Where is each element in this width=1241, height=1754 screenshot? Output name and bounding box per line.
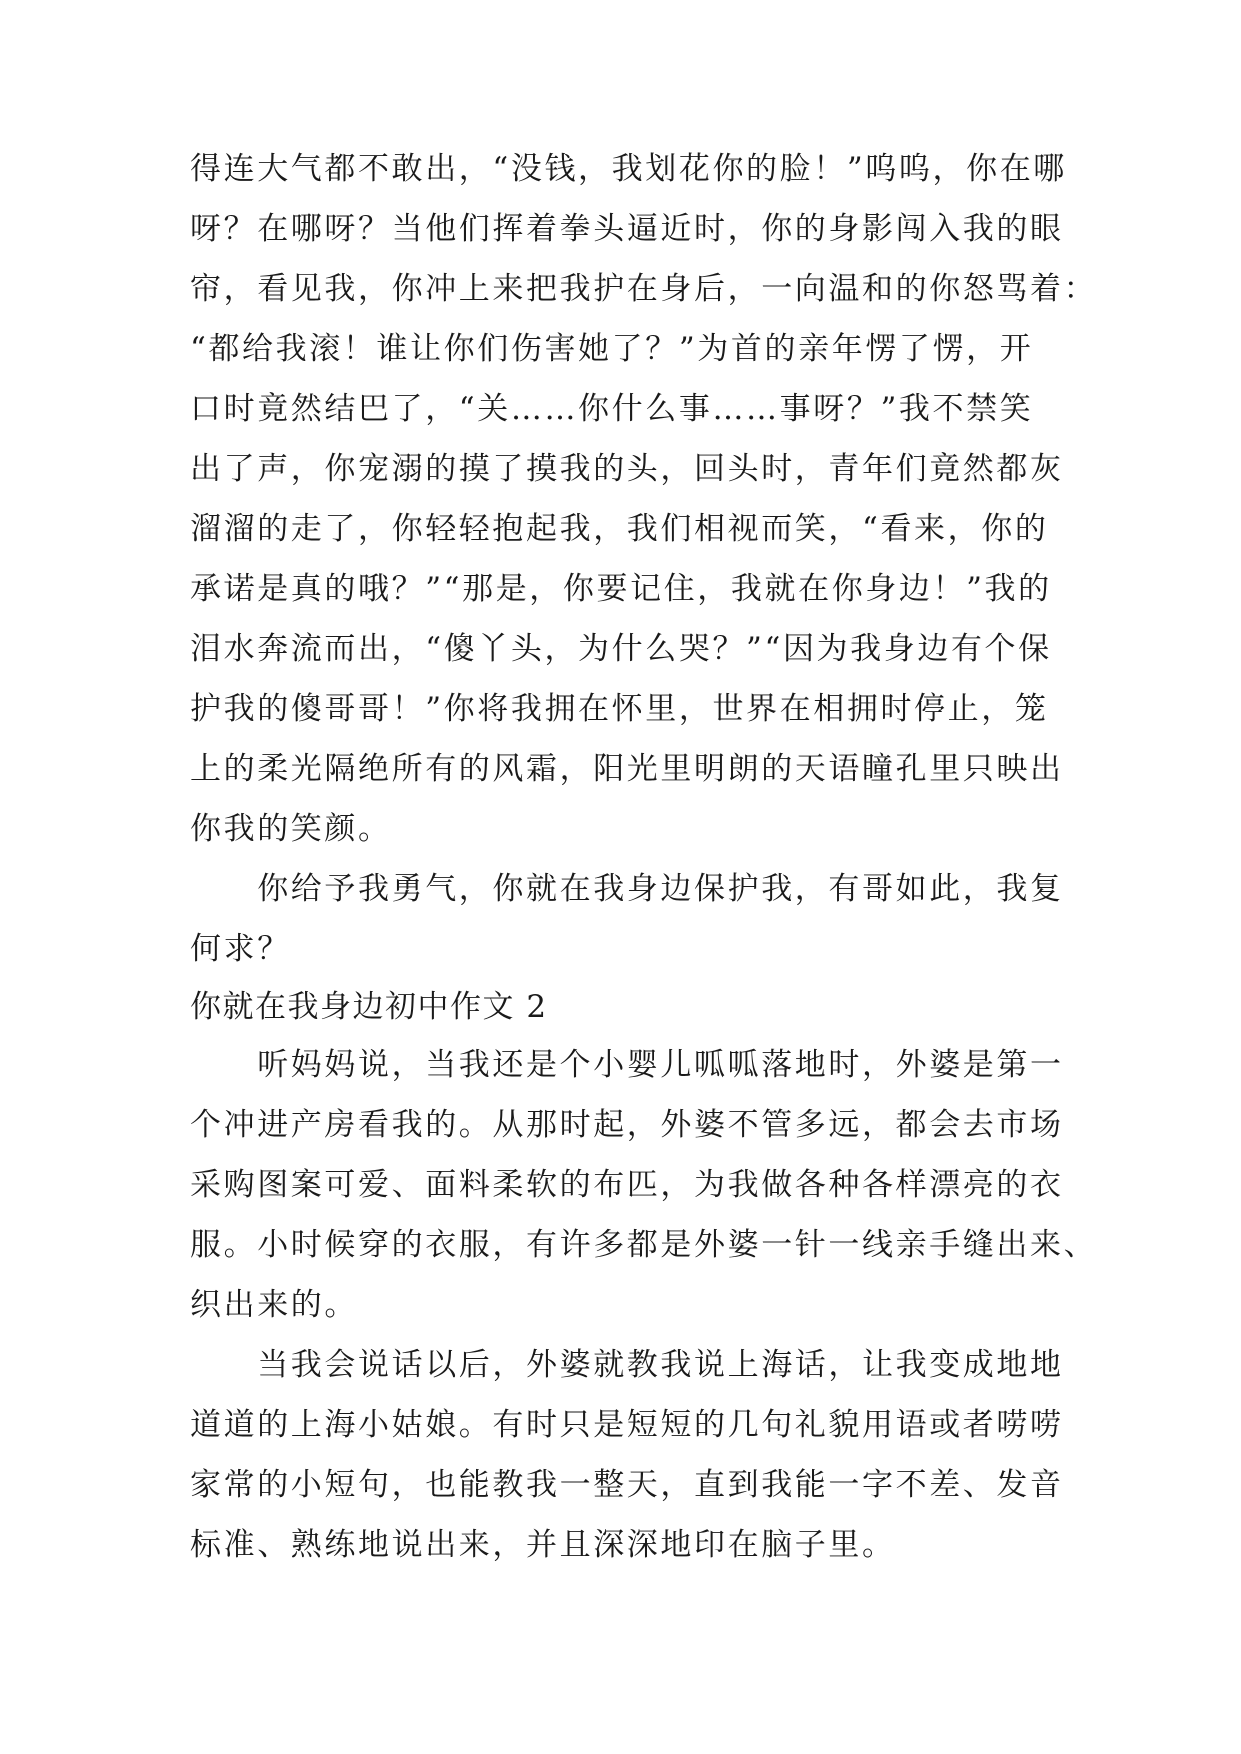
text-line: 道道的上海小姑娘。有时只是短短的几句礼貌用语或者唠唠 xyxy=(190,1407,1064,1443)
text-line: “都给我滚！谁让你们伤害她了？”为首的亲年愣了愣，开 xyxy=(190,331,1034,367)
text-line: 当我会说话以后，外婆就教我说上海话，让我变成地地 xyxy=(190,1347,1064,1383)
text-line: 个冲进产房看我的。从那时起，外婆不管多远，都会去市场 xyxy=(190,1107,1064,1143)
text-line: 采购图案可爱、面料柔软的布匹，为我做各种各样漂亮的衣 xyxy=(190,1167,1064,1203)
text-line: 你我的笑颜。 xyxy=(190,811,392,847)
text-line: 承诺是真的哦？”“那是，你要记住，我就在你身边！”我的 xyxy=(190,571,1052,607)
text-line: 帘，看见我，你冲上来把我护在身后，一向温和的你怒骂着： xyxy=(190,271,1098,307)
text-line: 服。小时候穿的衣服，有许多都是外婆一针一线亲手缝出来、 xyxy=(190,1227,1098,1263)
text-line: 呀？在哪呀？当他们挥着拳头逼近时，你的身影闯入我的眼 xyxy=(190,211,1064,247)
text-line: 标准、熟练地说出来，并且深深地印在脑子里。 xyxy=(190,1527,896,1563)
text-line: 你给予我勇气，你就在我身边保护我，有哥如此，我复 xyxy=(190,871,1064,907)
section-heading: 你就在我身边初中作文 2 xyxy=(190,989,548,1025)
text-line: 何求？ xyxy=(190,931,291,967)
text-line: 家常的小短句，也能教我一整天，直到我能一字不差、发音 xyxy=(190,1467,1064,1503)
text-line: 听妈妈说，当我还是个小婴儿呱呱落地时，外婆是第一 xyxy=(190,1047,1064,1083)
text-line: 溜溜的走了，你轻轻抱起我，我们相视而笑，“看来，你的 xyxy=(190,511,1049,547)
text-line: 护我的傻哥哥！”你将我拥在怀里，世界在相拥时停止，笼 xyxy=(190,691,1049,727)
text-line: 口时竟然结巴了，“关……你什么事……事呀？”我不禁笑 xyxy=(190,391,1034,427)
text-line: 泪水奔流而出，“傻丫头，为什么哭？”“因为我身边有个保 xyxy=(190,631,1052,667)
text-line: 上的柔光隔绝所有的风霜，阳光里明朗的天语瞳孔里只映出 xyxy=(190,751,1064,787)
text-line: 得连大气都不敢出，“没钱，我划花你的脸！”呜呜，你在哪 xyxy=(190,151,1067,187)
text-line: 织出来的。 xyxy=(190,1287,358,1323)
text-line: 出了声，你宠溺的摸了摸我的头，回头时，青年们竟然都灰 xyxy=(190,451,1064,487)
